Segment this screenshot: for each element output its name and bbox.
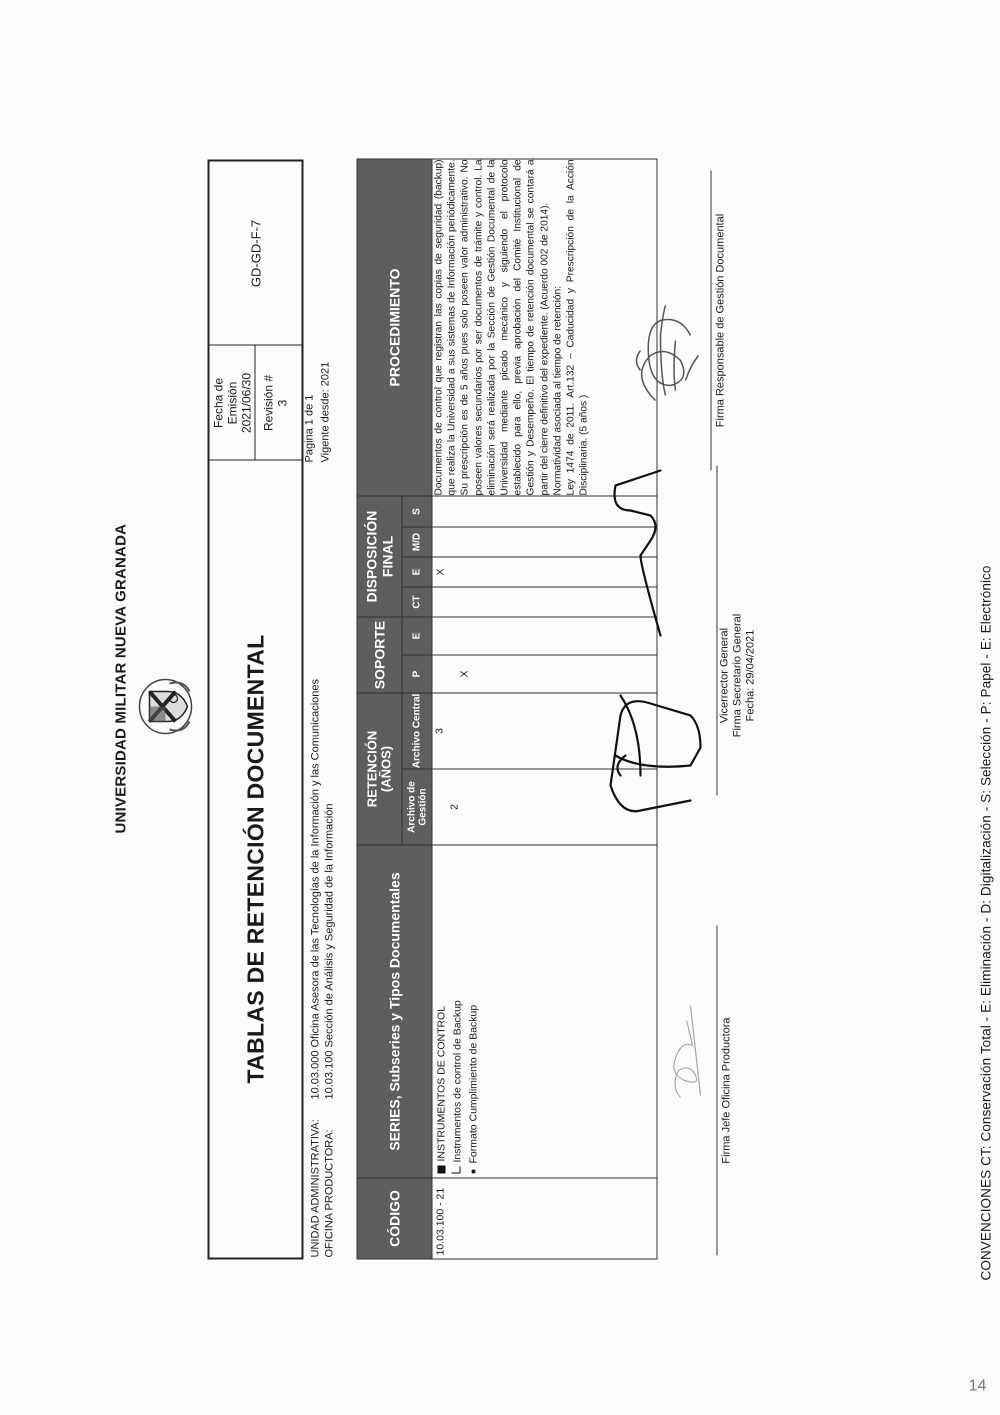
table-row	[432, 158, 657, 1258]
cell-series	[432, 845, 657, 1178]
issue-date-cell	[209, 344, 301, 460]
signature-label-jefe: Firma Jefe Oficina Productora	[720, 1016, 732, 1164]
header-box	[207, 159, 303, 1259]
round-bullet-icon	[471, 1169, 475, 1173]
header-eliminacion: E	[402, 557, 432, 587]
header-seleccion: S	[402, 495, 432, 526]
signature-label-vicerrector: Vicerrector General	[718, 627, 730, 723]
unidad-administrativa	[308, 679, 322, 1258]
sheet-number-mark: 14	[968, 1377, 986, 1395]
subserie-bracket-icon	[451, 1166, 460, 1173]
serie-name: INSTRUMENTOS DE CONTROL	[435, 1005, 447, 1161]
form-code: GD-GD-F-7	[247, 219, 263, 287]
procedimiento-text-1: Documentos de control que registran las copias de seguridad (backup) que realiza la Universidad a sus sistemas de Información periódicamente. Su prescripción es de 5 años pues solo poseen valor administrativo. No poseen valores secundarios por ser documentos de trámite y control. La eliminación será realizada por la Sección de Gestión Documental de la Universidad mediante picado mecánico y siguiendo el protocolo establecido para ello, previa aprobación del Comité Institucional de Gestión y Desempeño. El tiempo de retención documental se contará a partir del cierre definitivo del expediente. (Acuerdo 002 de 2014).	[433, 158, 550, 495]
header-archivo-central: Archivo Central	[402, 693, 432, 769]
revision-label: Revisión #	[261, 374, 275, 431]
signature-block-secretario	[718, 555, 757, 795]
oficina-label: OFICINA PRODUCTORA:	[323, 1128, 335, 1257]
cell-s	[432, 495, 657, 526]
header-retencion	[357, 693, 402, 845]
cell-ct	[432, 587, 657, 617]
page-number: Pagina 1 de 1	[303, 394, 315, 462]
serie-line	[433, 845, 449, 1177]
header-codigo: CÓDIGO	[357, 1178, 432, 1259]
header-electronico: E	[402, 617, 432, 655]
cell-electronico	[432, 617, 657, 655]
header-retencion-1: RETENCIÓN	[364, 730, 379, 807]
document-title: TABLAS DE RETENCIÓN DOCUMENTAL	[209, 459, 301, 1257]
cell-archivo-central: 3	[432, 693, 657, 769]
university-shield-icon	[135, 677, 193, 735]
fecha-value: 2021/06/30	[239, 372, 253, 433]
header-conservacion-total: CT	[402, 587, 432, 617]
unidad-value: 10.03.000 Oficina Asesora de las Tecnologías de la Información y las Comunicaciones	[309, 678, 321, 1099]
tipo-name: Formato Cumplimiento de Backup	[467, 1004, 479, 1163]
header-md: M/D	[402, 527, 432, 557]
fecha-emision-block	[209, 345, 255, 460]
header-soporte: SOPORTE	[357, 617, 402, 693]
fecha-label-1: Fecha de	[211, 377, 225, 428]
signature-line-jefe	[716, 925, 717, 1255]
procedimiento-text-2: Normatividad asociada al tiempo de retención:	[551, 285, 563, 495]
cell-codigo: 10.03.100 - 21	[432, 1178, 657, 1259]
cell-procedimiento	[432, 158, 657, 495]
oficina-value: 10.03.100 Sección de Análisis y Seguridad de la Información	[323, 803, 335, 1099]
signature-date: Fecha: 29/04/2021	[744, 629, 756, 721]
header-procedimiento: PROCEDIMIENTO	[357, 158, 432, 495]
header-archivo-gestion-1: Archivo de	[405, 780, 417, 833]
subserie-name: Instrumentos de control de Backup	[451, 999, 463, 1162]
unidad-label: UNIDAD ADMINISTRATIVA:	[309, 1118, 321, 1257]
retention-table	[356, 158, 657, 1259]
university-name: UNIVERSIDAD MILITAR NUEVA GRANADA	[112, 523, 129, 833]
cell-eliminacion: X	[432, 557, 657, 587]
square-bullet-icon	[437, 1165, 445, 1173]
signature-label-responsable: Firma Responsable de Gestión Documental	[714, 213, 726, 427]
jefe-signature-icon	[673, 1005, 700, 1097]
convenciones-footer: CONVENCIONES CT: Conservación Total - E: Eliminación - D: Digitalización - S: Selección - P: Papel - E: Electrónico	[978, 564, 993, 1280]
header-archivo-gestion-2: Gestión	[416, 787, 428, 826]
signature-line-responsable	[710, 170, 711, 470]
tipo-line	[465, 845, 481, 1177]
revision-block	[255, 345, 299, 460]
procedimiento-text-3: Ley 1474 de 2011. Art.132 – Caducidad y Prescripción de la Acción Disciplinaria. (5 años )	[565, 158, 590, 495]
vigente-desde: Vigente desde: 2021	[319, 361, 331, 462]
oficina-productora	[322, 803, 336, 1257]
fecha-label-2: Emisión	[225, 381, 239, 424]
cell-md	[432, 527, 657, 557]
signature-label-secretario: Firma Secretario General	[731, 613, 743, 737]
cell-archivo-gestion: 2	[432, 769, 657, 845]
header-disposicion: DISPOSICIÓN FINAL	[357, 495, 402, 616]
subserie-line	[449, 845, 465, 1177]
cell-papel: X	[432, 655, 657, 693]
signature-line-secretario	[716, 465, 717, 795]
header-archivo-gestion	[402, 769, 432, 845]
header-papel: P	[402, 655, 432, 693]
header-series: SERIES, Subseries y Tipos Documentales	[357, 845, 432, 1178]
revision-value: 3	[275, 399, 289, 406]
header-retencion-2: (AÑOS)	[378, 745, 393, 792]
